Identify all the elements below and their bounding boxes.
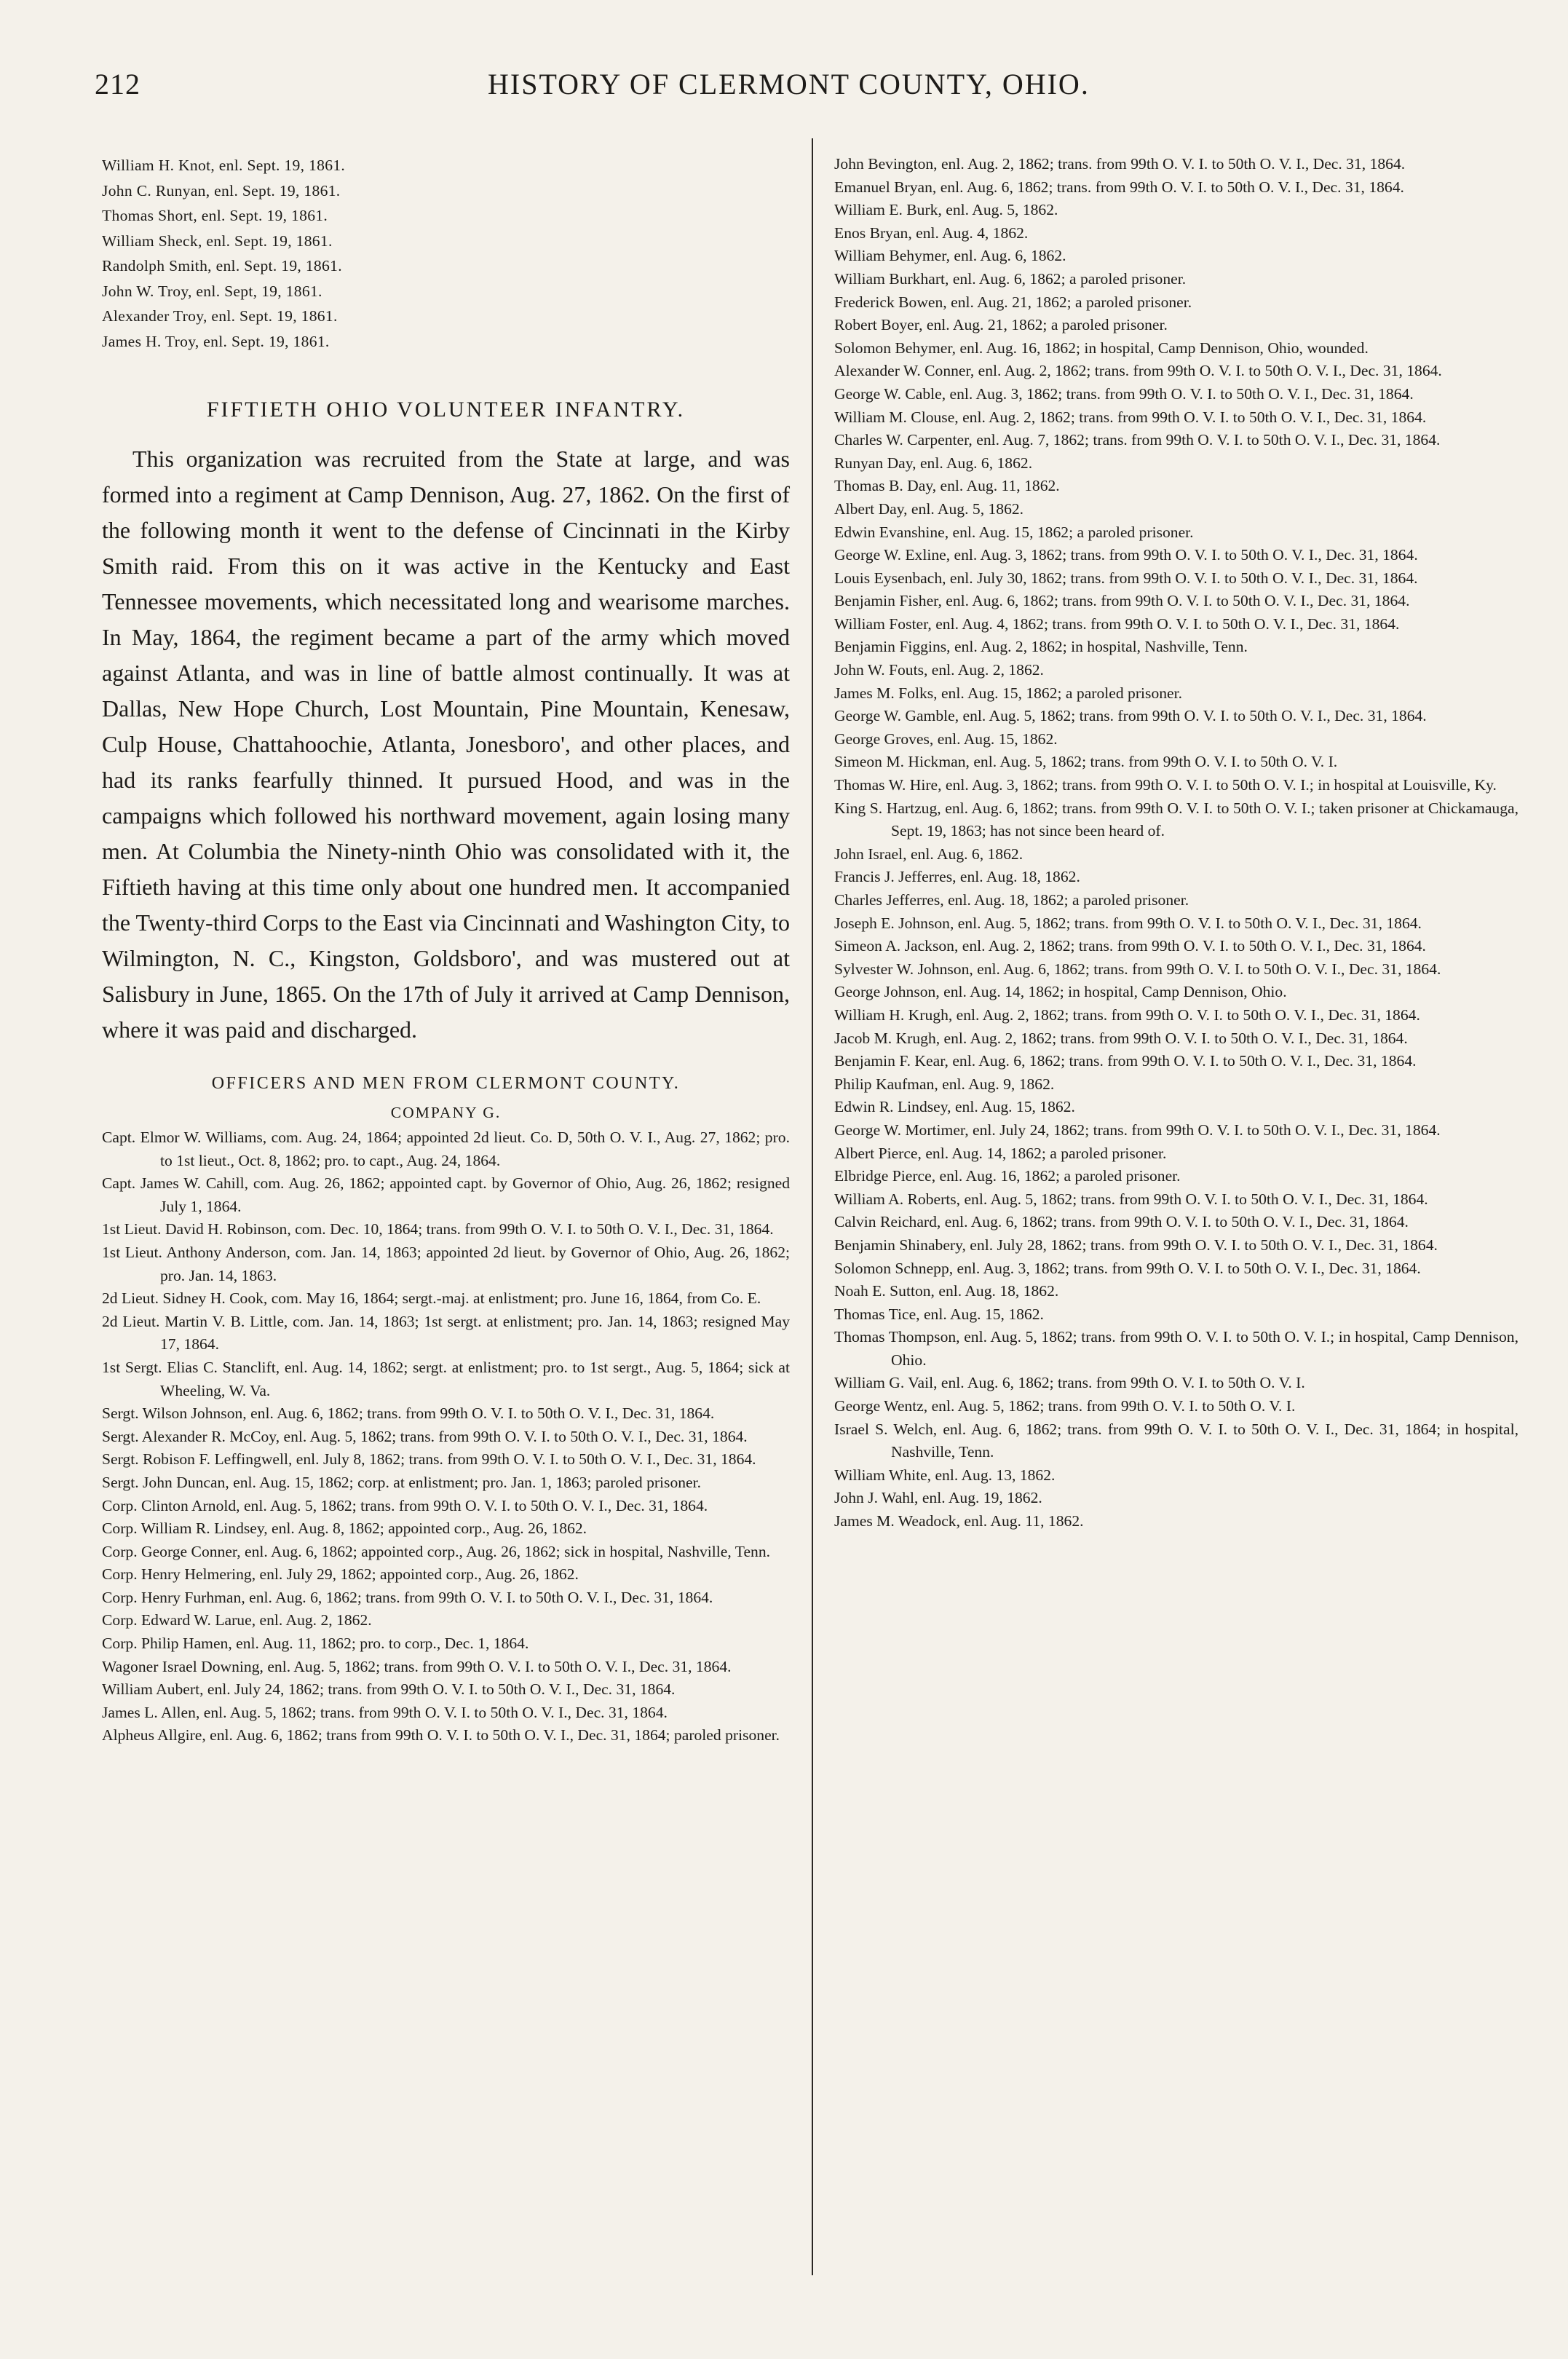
roster-entry: 2d Lieut. Sidney H. Cook, com. May 16, 1864; sergt.-maj. at enlistment; pro. June 16, 1864, from Co. E. <box>102 1289 761 1308</box>
company-roster-left <box>102 1126 790 1747</box>
roster-entry: Edwin R. Lindsey, enl. Aug. 15, 1862. <box>834 1098 1075 1116</box>
running-title: HISTORY OF CLERMONT COUNTY, OHIO. <box>488 68 1090 100</box>
roster-entry: 1st Lieut. David H. Robinson, com. Dec. 10, 1864; trans. from 99th O. V. I. to 50th O. V. I., Dec. 31, 1864. <box>102 1220 774 1238</box>
roster-entry: Thomas W. Hire, enl. Aug. 3, 1862; trans. from 99th O. V. I. to 50th O. V. I.; in hospital at Louisville, Ky. <box>834 776 1497 794</box>
roster-entry: Thomas Short, enl. Sept. 19, 1861. <box>102 207 328 224</box>
roster-entry: James M. Folks, enl. Aug. 15, 1862; a paroled prisoner. <box>834 684 1183 702</box>
roster-entry: James H. Troy, enl. Sept. 19, 1861. <box>102 332 330 350</box>
roster-entry: Capt. Elmor W. Williams, com. Aug. 24, 1864; appointed 2d lieut. Co. D, 50th O. V. I., Aug. 27, 1862; pro. to 1st lieut., Oct. 8, 1862; pro. to capt., Aug. 24, 1864. <box>102 1129 790 1169</box>
roster-entry: George W. Exline, enl. Aug. 3, 1862; trans. from 99th O. V. I. to 50th O. V. I., Dec. 31, 1864. <box>834 546 1418 564</box>
roster-entry: William White, enl. Aug. 13, 1862. <box>834 1466 1056 1484</box>
roster-entry: 1st Sergt. Elias C. Stanclift, enl. Aug. 14, 1862; sergt. at enlistment; pro. to 1st sergt., Aug. 5, 1864; sick at Wheeling, W. Va. <box>102 1358 790 1399</box>
roster-entry: William Sheck, enl. Sept. 19, 1861. <box>102 232 333 250</box>
roster-entry: Thomas B. Day, enl. Aug. 11, 1862. <box>834 477 1060 495</box>
roster-entry: William E. Burk, enl. Aug. 5, 1862. <box>834 201 1058 219</box>
roster-entry: George Groves, enl. Aug. 15, 1862. <box>834 730 1058 748</box>
roster-entry: William Aubert, enl. July 24, 1862; trans. from 99th O. V. I. to 50th O. V. I., Dec. 31, 1864. <box>102 1680 676 1699</box>
roster-entry: George W. Mortimer, enl. July 24, 1862; trans. from 99th O. V. I. to 50th O. V. I., Dec. 31, 1864. <box>834 1121 1441 1139</box>
roster-entry: Simeon A. Jackson, enl. Aug. 2, 1862; trans. from 99th O. V. I. to 50th O. V. I., Dec. 31, 1864. <box>834 937 1426 955</box>
roster-entry: William Foster, enl. Aug. 4, 1862; trans. from 99th O. V. I. to 50th O. V. I., Dec. 31, 1864. <box>834 615 1400 633</box>
roster-entry: Sergt. Robison F. Leffingwell, enl. July 8, 1862; trans. from 99th O. V. I. to 50th O. V. I., Dec. 31, 1864. <box>102 1450 756 1469</box>
roster-entry: Thomas Tice, enl. Aug. 15, 1862. <box>834 1305 1044 1323</box>
roster-entry: Albert Pierce, enl. Aug. 14, 1862; a paroled prisoner. <box>834 1144 1167 1162</box>
roster-entry: William M. Clouse, enl. Aug. 2, 1862; trans. from 99th O. V. I. to 50th O. V. I., Dec. 31, 1864. <box>834 408 1427 426</box>
roster-entry: Wagoner Israel Downing, enl. Aug. 5, 1862; trans. from 99th O. V. I. to 50th O. V. I., Dec. 31, 1864. <box>102 1657 732 1675</box>
page-header <box>95 67 1500 111</box>
roster-entry: Jacob M. Krugh, enl. Aug. 2, 1862; trans. from 99th O. V. I. to 50th O. V. I., Dec. 31, 1864. <box>834 1029 1408 1047</box>
roster-entry: Joseph E. Johnson, enl. Aug. 5, 1862; trans. from 99th O. V. I. to 50th O. V. I., Dec. 31, 1864. <box>834 914 1422 932</box>
roster-entry: Alexander W. Conner, enl. Aug. 2, 1862; trans. from 99th O. V. I. to 50th O. V. I., Dec. 31, 1864. <box>834 362 1442 380</box>
roster-entry: John W. Troy, enl. Sept, 19, 1861. <box>102 282 322 300</box>
roster-entry: Enos Bryan, enl. Aug. 4, 1862. <box>834 224 1029 242</box>
roster-entry: Thomas Thompson, enl. Aug. 5, 1862; trans. from 99th O. V. I. to 50th O. V. I.; in hospital, Camp Dennison, Ohio. <box>834 1328 1518 1369</box>
roster-entry: Sergt. John Duncan, enl. Aug. 15, 1862; corp. at enlistment; pro. Jan. 1, 1863; paroled prisoner. <box>102 1473 702 1491</box>
roster-entry: Emanuel Bryan, enl. Aug. 6, 1862; trans. from 99th O. V. I. to 50th O. V. I., Dec. 31, 1864. <box>834 178 1404 196</box>
officers-heading: OFFICERS AND MEN FROM CLERMONT COUNTY. <box>211 1074 681 1093</box>
roster-entry: Louis Eysenbach, enl. July 30, 1862; trans. from 99th O. V. I. to 50th O. V. I., Dec. 31, 1864. <box>834 569 1418 587</box>
roster-entry: Frederick Bowen, enl. Aug. 21, 1862; a paroled prisoner. <box>834 293 1192 311</box>
roster-entry: Robert Boyer, enl. Aug. 21, 1862; a paroled prisoner. <box>834 316 1168 334</box>
roster-entry: Solomon Schnepp, enl. Aug. 3, 1862; trans. from 99th O. V. I. to 50th O. V. I., Dec. 31, 1864. <box>834 1259 1421 1277</box>
roster-entry: Corp. Clinton Arnold, enl. Aug. 5, 1862; trans. from 99th O. V. I. to 50th O. V. I., Dec. 31, 1864. <box>102 1496 708 1514</box>
roster-entry: William A. Roberts, enl. Aug. 5, 1862; trans. from 99th O. V. I. to 50th O. V. I., Dec. 31, 1864. <box>834 1190 1428 1208</box>
roster-entry: George Johnson, enl. Aug. 14, 1862; in hospital, Camp Dennison, Ohio. <box>834 983 1287 1001</box>
roster-entry: Randolph Smith, enl. Sept. 19, 1861. <box>102 257 342 274</box>
roster-entry: Edwin Evanshine, enl. Aug. 15, 1862; a paroled prisoner. <box>834 523 1194 541</box>
roster-entry: Solomon Behymer, enl. Aug. 16, 1862; in hospital, Camp Dennison, Ohio, wounded. <box>834 339 1369 357</box>
roster-entry: Capt. James W. Cahill, com. Aug. 26, 1862; appointed capt. by Governor of Ohio, Aug. 26, 1862; resigned July 1, 1864. <box>102 1174 790 1215</box>
roster-entry: Sergt. Wilson Johnson, enl. Aug. 6, 1862; trans. from 99th O. V. I. to 50th O. V. I., Dec. 31, 1864. <box>102 1404 715 1423</box>
roster-entry: Benjamin Figgins, enl. Aug. 2, 1862; in hospital, Nashville, Tenn. <box>834 638 1248 656</box>
roster-entry: Sylvester W. Johnson, enl. Aug. 6, 1862; trans. from 99th O. V. I. to 50th O. V. I., Dec. 31, 1864. <box>834 960 1441 978</box>
roster-entry: George Wentz, enl. Aug. 5, 1862; trans. from 99th O. V. I. to 50th O. V. I. <box>834 1397 1296 1415</box>
roster-entry: 1st Lieut. Anthony Anderson, com. Jan. 14, 1863; appointed 2d lieut. by Governor of Ohio, Aug. 26, 1862; pro. Jan. 14, 1863. <box>102 1243 790 1284</box>
left-column <box>102 153 790 1747</box>
right-column <box>834 153 1518 1533</box>
roster-entry: Israel S. Welch, enl. Aug. 6, 1862; trans. from 99th O. V. I. to 50th O. V. I., Dec. 31, 1864; in hospital, Nashville, Tenn. <box>834 1420 1518 1461</box>
roster-entry: John Israel, enl. Aug. 6, 1862. <box>834 845 1023 863</box>
roster-entry: Corp. Edward W. Larue, enl. Aug. 2, 1862. <box>102 1611 372 1629</box>
section-title: FIFTIETH OHIO VOLUNTEER INFANTRY. <box>206 398 686 422</box>
roster-entry: John W. Fouts, enl. Aug. 2, 1862. <box>834 661 1044 679</box>
company-heading: COMPANY G. <box>390 1104 502 1121</box>
roster-entry: Corp. Philip Hamen, enl. Aug. 11, 1862; pro. to corp., Dec. 1, 1864. <box>102 1635 529 1653</box>
roster-entry: Albert Day, enl. Aug. 5, 1862. <box>834 499 1024 518</box>
regiment-history-paragraph: This organization was recruited from the State at large, and was formed into a regiment at Camp Dennison, Aug. 27, 1862. On the first of the following month it went to the defense of Cincinnati in the Kirby Smith raid. From this on it was active in the Kentucky and East Tennessee movements, which necessitated long and wearisome marches. In May, 1864, the regiment became a part of the army which moved against Atlanta, and was in line of battle almost continually. It was at Dallas, New Hope Church, Lost Mountain, Pine Mountain, Kenesaw, Culp House, Chattahoochie, Atlanta, Jonesboro', and other places, and had its ranks fearfully thinned. It pursued Hood, and was in the campaigns which followed his northward movement, again losing many men. At Columbia the Ninety-ninth Ohio was consolidated with it, the Fiftieth having at this time only about one hundred men. It accompanied the Twenty-third Corps to the East via Cincinnati and Washington City, to Wilmington, N. C., Kingston, Goldsboro', and was mustered out at Salisbury in June, 1865. On the 17th of July it arrived at Camp Dennison, where it was paid and discharged. <box>102 446 790 1043</box>
roster-entry: Benjamin Shinabery, enl. July 28, 1862; trans. from 99th O. V. I. to 50th O. V. I., Dec. 31, 1864. <box>834 1236 1438 1254</box>
roster-entry: Noah E. Sutton, enl. Aug. 18, 1862. <box>834 1282 1059 1300</box>
roster-entry: Corp. Henry Helmering, enl. July 29, 1862; appointed corp., Aug. 26, 1862. <box>102 1565 579 1584</box>
roster-entry: Corp. Henry Furhman, enl. Aug. 6, 1862; trans. from 99th O. V. I. to 50th O. V. I., Dec. 31, 1864. <box>102 1588 713 1606</box>
roster-entry: Charles Jefferres, enl. Aug. 18, 1862; a paroled prisoner. <box>834 891 1189 909</box>
column-divider <box>812 138 813 2275</box>
roster-entry: Elbridge Pierce, enl. Aug. 16, 1862; a paroled prisoner. <box>834 1167 1181 1185</box>
roster-entry: William Behymer, enl. Aug. 6, 1862. <box>834 247 1066 265</box>
roster-entry: Calvin Reichard, enl. Aug. 6, 1862; trans. from 99th O. V. I. to 50th O. V. I., Dec. 31, 1864. <box>834 1213 1409 1231</box>
roster-entry: Benjamin Fisher, enl. Aug. 6, 1862; trans. from 99th O. V. I. to 50th O. V. I., Dec. 31, 1864. <box>834 592 1410 610</box>
roster-entry: Sergt. Alexander R. McCoy, enl. Aug. 5, 1862; trans. from 99th O. V. I. to 50th O. V. I., Dec. 31, 1864. <box>102 1427 748 1445</box>
company-roster-right <box>834 153 1518 1533</box>
roster-entry: Simeon M. Hickman, enl. Aug. 5, 1862; trans. from 99th O. V. I. to 50th O. V. I. <box>834 753 1338 771</box>
roster-entry: Alpheus Allgire, enl. Aug. 6, 1862; trans from 99th O. V. I. to 50th O. V. I., Dec. 31, 1864; paroled prisoner. <box>102 1726 780 1744</box>
roster-entry: William Burkhart, enl. Aug. 6, 1862; a paroled prisoner. <box>834 269 1187 288</box>
page-number: 212 <box>95 68 140 100</box>
roster-entry: King S. Hartzug, enl. Aug. 6, 1862; trans. from 99th O. V. I. to 50th O. V. I.; taken prisoner at Chickamauga, Sept. 19, 1863; has not since been heard of. <box>834 799 1518 840</box>
roster-entry: Benjamin F. Kear, enl. Aug. 6, 1862; trans. from 99th O. V. I. to 50th O. V. I., Dec. 31, 1864. <box>834 1052 1417 1070</box>
roster-entry: 2d Lieut. Martin V. B. Little, com. Jan. 14, 1863; 1st sergt. at enlistment; pro. Jan. 14, 1863; resigned May 17, 1864. <box>102 1312 790 1354</box>
roster-entry: William H. Knot, enl. Sept. 19, 1861. <box>102 157 346 174</box>
roster-entry: Corp. William R. Lindsey, enl. Aug. 8, 1862; appointed corp., Aug. 26, 1862. <box>102 1520 587 1538</box>
roster-entry: James M. Weadock, enl. Aug. 11, 1862. <box>834 1512 1084 1530</box>
roster-entry: John C. Runyan, enl. Sept. 19, 1861. <box>102 181 341 199</box>
roster-entry: John Bevington, enl. Aug. 2, 1862; trans. from 99th O. V. I. to 50th O. V. I., Dec. 31, 1864. <box>834 155 1406 173</box>
roster-entry: George W. Cable, enl. Aug. 3, 1862; trans. from 99th O. V. I. to 50th O. V. I., Dec. 31, 1864. <box>834 384 1414 403</box>
roster-entry: William G. Vail, enl. Aug. 6, 1862; trans. from 99th O. V. I. to 50th O. V. I. <box>834 1374 1305 1392</box>
roster-entry: Charles W. Carpenter, enl. Aug. 7, 1862; trans. from 99th O. V. I. to 50th O. V. I., Dec. 31, 1864. <box>834 431 1441 449</box>
roster-entry: William H. Krugh, enl. Aug. 2, 1862; trans. from 99th O. V. I. to 50th O. V. I., Dec. 31, 1864. <box>834 1005 1420 1024</box>
roster-entry: Alexander Troy, enl. Sept. 19, 1861. <box>102 307 338 325</box>
roster-entry: Corp. George Conner, enl. Aug. 6, 1862; appointed corp., Aug. 26, 1862; sick in hospital, Nashville, Tenn. <box>102 1542 771 1560</box>
roster-entry: John J. Wahl, enl. Aug. 19, 1862. <box>834 1489 1042 1507</box>
roster-entry: Francis J. Jefferres, enl. Aug. 18, 1862. <box>834 868 1080 886</box>
roster-entry: Runyan Day, enl. Aug. 6, 1862. <box>834 454 1033 472</box>
roster-entry: James L. Allen, enl. Aug. 5, 1862; trans. from 99th O. V. I. to 50th O. V. I., Dec. 31, 1864. <box>102 1703 668 1721</box>
roster-entry: Philip Kaufman, enl. Aug. 9, 1862. <box>834 1075 1055 1093</box>
roster-entry: George W. Gamble, enl. Aug. 5, 1862; trans. from 99th O. V. I. to 50th O. V. I., Dec. 31, 1864. <box>834 707 1427 725</box>
top-roster-list <box>102 153 790 354</box>
